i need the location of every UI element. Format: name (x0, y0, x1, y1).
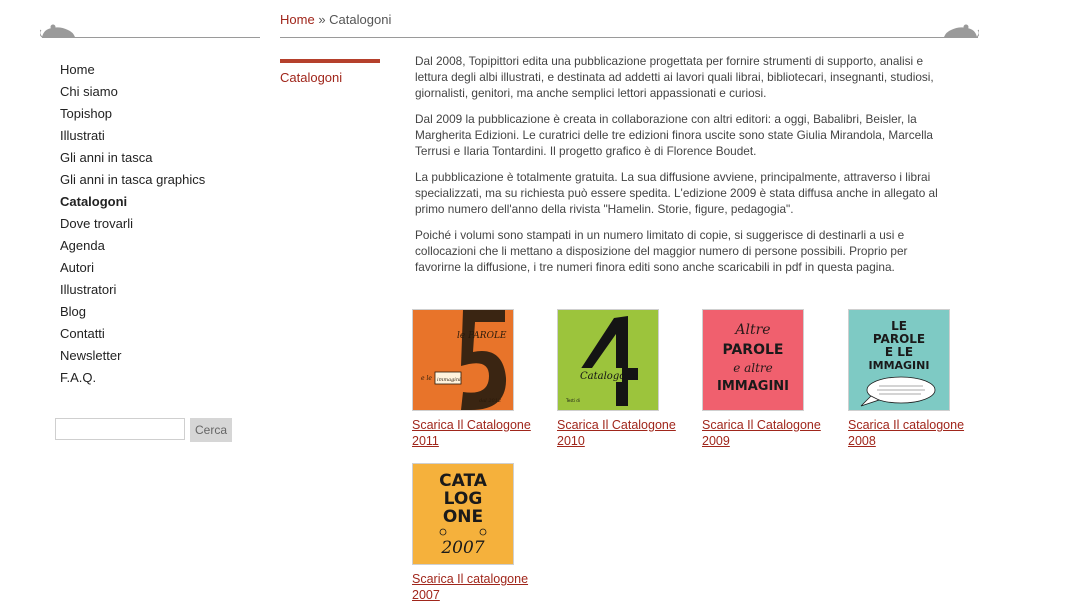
sidebar-item-home[interactable]: Home (60, 62, 95, 77)
catalog-link-year: 2011 (412, 434, 439, 448)
cover-text: PAROLE (722, 342, 784, 358)
cover-text: E LE (884, 345, 914, 359)
sidebar-item-newsletter[interactable]: Newsletter (60, 348, 122, 363)
cover-text: LOG (443, 489, 483, 509)
catalog-link-year: 2007 (412, 588, 440, 602)
catalog-link-text: Scarica Il catalogone (848, 418, 965, 432)
breadcrumb-separator: » (318, 12, 326, 27)
breadcrumb-home-link[interactable]: Home (280, 12, 315, 27)
cover-text: Catalogone (580, 371, 638, 382)
cover-text: LE (891, 319, 907, 333)
catalog-download-link-2011[interactable] (412, 417, 542, 449)
catalog-download-link-2007[interactable] (412, 571, 542, 603)
catalog-link-text: Scarica Il Catalogone (702, 418, 821, 432)
header-rule-right (280, 37, 978, 38)
sidebar-item-gli-anni-in-tasca-graphics[interactable]: Gli anni in tasca graphics (60, 172, 206, 187)
catalog-cover-2009[interactable] (702, 309, 804, 411)
breadcrumb (280, 12, 391, 27)
cover-art-2009 (703, 310, 803, 410)
content-paragraph: La pubblicazione è totalmente gratuita. La sua diffusione avviene, principalmente, attraverso i librai specializzati, ma su richiesta può essere spedita. L'edizione 2009 è stata diffusa anche in allegato al primo numero dell'anno della rivista "Hamelin. Storie, figure, pedagogia". (415, 170, 938, 216)
content-paragraph: Dal 2009 la pubblicazione è creata in collaborazione con altri editori: a oggi, Babalibri, Beisler, la Margherita Edizioni. Le curatrici delle tre edizioni finora uscite sono state Giulia Mirandola, Marcella Terrusi e Ilaria Tontardini. Il progetto grafico è di Florence Boudet. (415, 112, 933, 158)
cover-text: e altre (733, 361, 773, 375)
cover-text: CATA (439, 471, 487, 491)
catalog-item-2008 (848, 309, 978, 449)
content-paragraph: Dal 2008, Topipittori edita una pubblicazione progettata per fornire strumenti di supporto, analisi e lettura degli albi illustrati, e destinata ad addetti ai lavori quali librai, bibliotecari, insegnanti, studiosi, giornalisti, genitori, ma anche semplici lettori appassionati e curiosi. (415, 54, 934, 100)
catalog-download-link-2009[interactable] (702, 417, 832, 449)
mouse-left-icon (40, 24, 78, 38)
catalog-item-2007 (412, 463, 542, 603)
sidebar-item-topishop[interactable]: Topishop (60, 106, 113, 121)
sidebar-item-gli-anni-in-tasca[interactable]: Gli anni in tasca (60, 150, 153, 165)
cover-text: e le (421, 375, 432, 382)
cover-text: 2007 (441, 538, 485, 558)
catalog-link-text: Scarica Il catalogone (412, 572, 529, 586)
catalog-item-2009 (702, 309, 832, 449)
breadcrumb-current: Catalogoni (329, 12, 392, 27)
catalog-link-year: 2010 (557, 434, 585, 448)
search-input[interactable] (55, 418, 185, 440)
catalog-link-text: Scarica Il Catalogone (557, 418, 676, 432)
cover-text: immagini (437, 377, 461, 383)
catalog-item-2010 (557, 309, 687, 449)
catalog-item-2011 (412, 309, 542, 449)
cover-text: IMMAGINI (868, 359, 930, 372)
section-accent-bar (280, 59, 380, 63)
catalog-link-text: Scarica Il Catalogone (412, 418, 531, 432)
main-content (415, 53, 955, 285)
cover-text: PAROLE (872, 332, 926, 346)
sidebar-item-chi-siamo[interactable]: Chi siamo (60, 84, 118, 99)
sidebar-item-illustrati[interactable]: Illustrati (60, 128, 105, 143)
cover-text: Testi di (566, 398, 580, 403)
cover-text: ONE (442, 507, 484, 527)
catalog-cover-2008[interactable] (848, 309, 950, 411)
catalog-download-link-2008[interactable] (848, 417, 978, 449)
sidebar-item-catalogoni[interactable]: Catalogoni (60, 194, 128, 209)
sidebar-nav (60, 59, 205, 389)
sidebar-item-dove-trovarli[interactable]: Dove trovarli (60, 216, 133, 231)
sidebar-item-illustratori[interactable]: Illustratori (60, 282, 117, 297)
section-title: Catalogoni (280, 70, 343, 85)
sidebar-item-f-a-q[interactable]: F.A.Q. (60, 370, 97, 385)
cover-text: dal 2012 (479, 398, 502, 404)
content-paragraph: Poiché i volumi sono stampati in un numero limitato di copie, si suggerisce di destinarli a usi e collocazioni che li mettano a disposizione del maggior numero di persone possibili. Proprio per favorirne la diffusione, i tre numeri finora editi sono anche scaricabili in pdf in questa pagina. (415, 228, 908, 274)
sidebar-item-agenda[interactable]: Agenda (60, 238, 105, 253)
mouse-right-icon (941, 24, 979, 38)
cover-art-2008 (849, 310, 949, 410)
cover-art-2010 (558, 310, 658, 410)
cover-art-2011 (413, 310, 513, 410)
cover-art-2007 (413, 464, 513, 564)
cover-text: IMMAGINI (717, 379, 789, 394)
sidebar-item-blog[interactable]: Blog (60, 304, 87, 319)
catalog-cover-2007[interactable] (412, 463, 514, 565)
catalog-cover-2011[interactable] (412, 309, 514, 411)
cover-text: le PAROLE (457, 331, 507, 341)
catalog-cover-2010[interactable] (557, 309, 659, 411)
catalog-link-year: 2008 (848, 434, 876, 448)
cover-bg (558, 310, 658, 410)
cover-text: Altre (735, 322, 771, 338)
sidebar-item-contatti[interactable]: Contatti (60, 326, 105, 341)
catalog-link-year: 2009 (702, 434, 730, 448)
search-button[interactable]: Cerca (190, 418, 232, 442)
catalog-download-link-2010[interactable] (557, 417, 687, 449)
sidebar-item-autori[interactable]: Autori (60, 260, 94, 275)
